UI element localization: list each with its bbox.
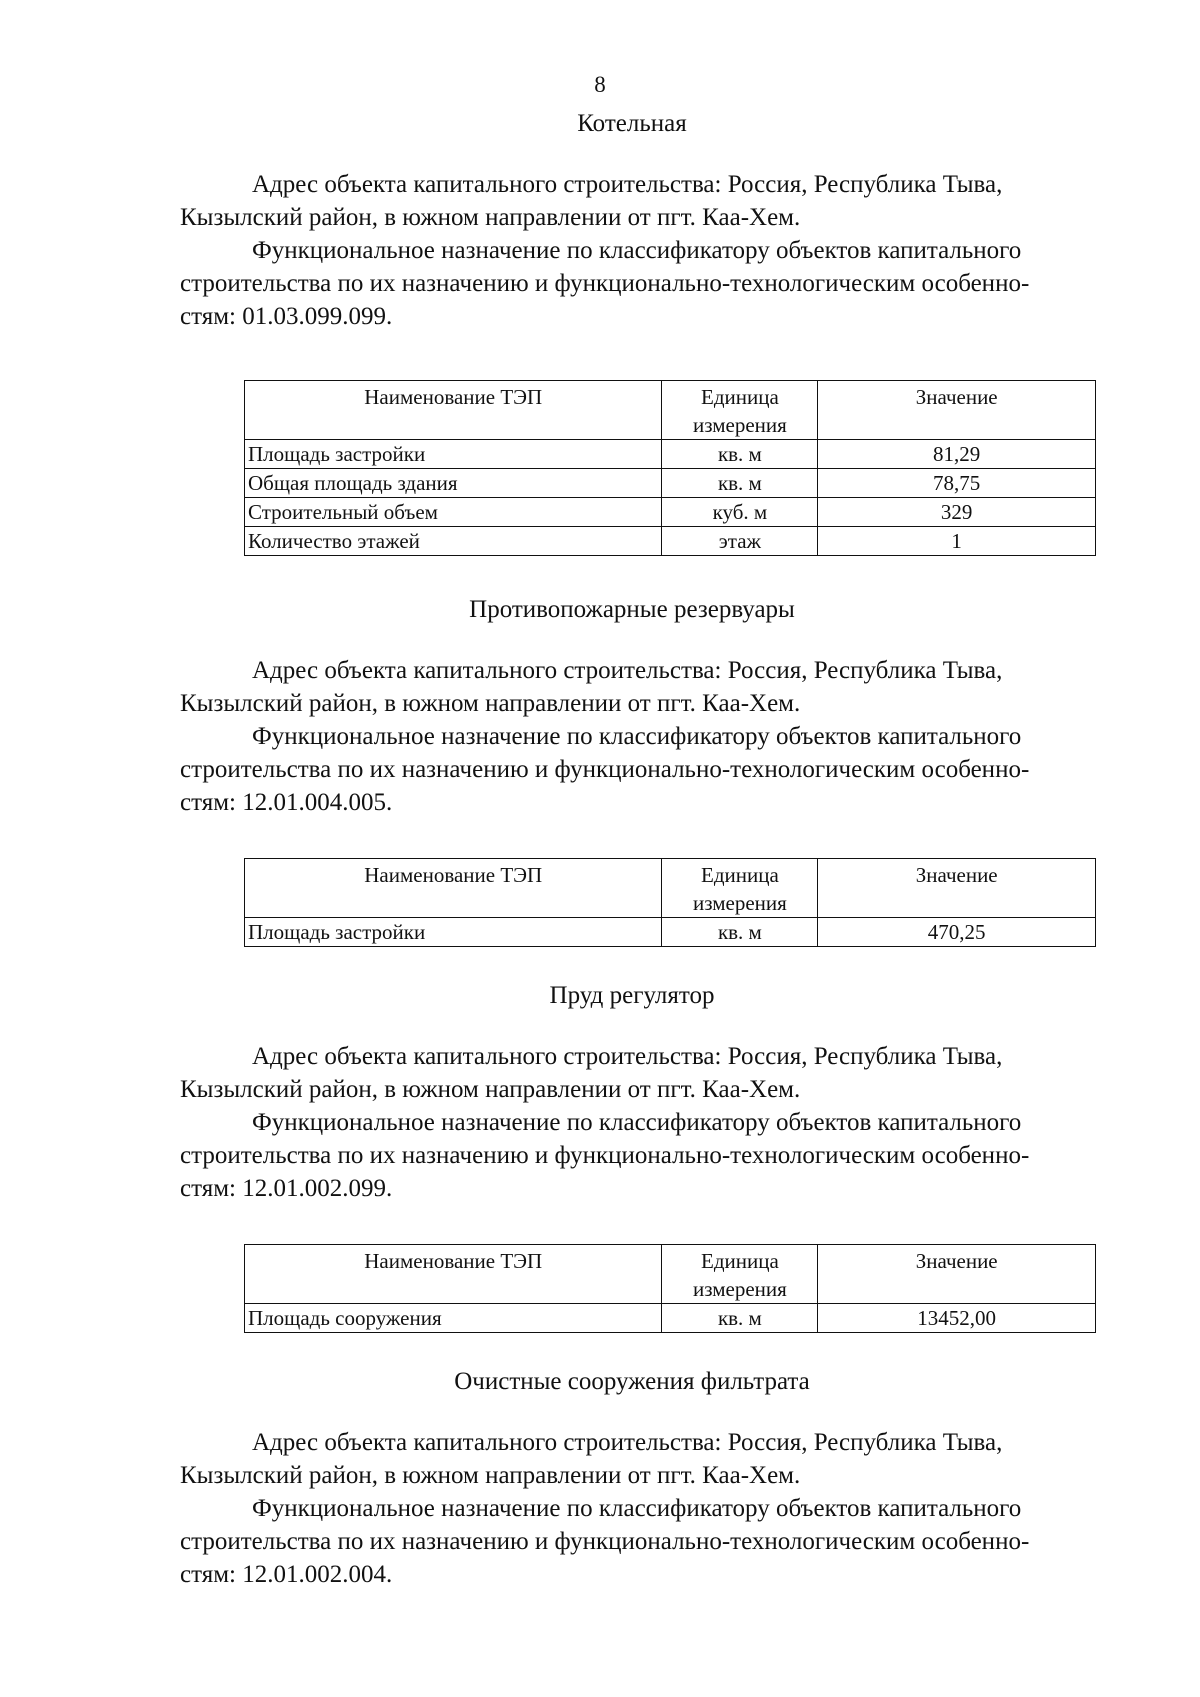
row-value: 1 bbox=[818, 527, 1096, 556]
table-header-row bbox=[245, 1245, 1096, 1304]
tep-table-fire-reservoirs bbox=[244, 858, 1096, 947]
table-row bbox=[245, 469, 1096, 498]
header-unit: Единица измерения bbox=[662, 1245, 818, 1304]
row-name: Площадь застройки bbox=[245, 918, 662, 947]
row-unit: кв. м bbox=[662, 1304, 818, 1333]
section-regulating-pond bbox=[180, 980, 1092, 1012]
header-name: Наименование ТЭП bbox=[245, 381, 662, 440]
function-paragraph: Функциональное назначение по классификатору объектов капитального строительства по их назначению и функционально-технологическим особенно- стям: 12.01.004.005. bbox=[180, 723, 1030, 816]
header-value: Значение bbox=[818, 859, 1096, 918]
section-title: Противопожарные резервуары bbox=[469, 596, 795, 623]
row-unit: куб. м bbox=[662, 498, 818, 527]
table-row bbox=[245, 527, 1096, 556]
section-fire-reservoirs bbox=[180, 594, 1092, 626]
tep-table-boiler-house bbox=[244, 380, 1096, 556]
row-value: 329 bbox=[818, 498, 1096, 527]
function-paragraph: Функциональное назначение по классификатору объектов капитального строительства по их назначению и функционально-технологическим особенно- стям: 12.01.002.004. bbox=[180, 1495, 1030, 1588]
row-value: 13452,00 bbox=[818, 1304, 1096, 1333]
section-regulating-pond-text bbox=[180, 1040, 1092, 1205]
header-value: Значение bbox=[818, 381, 1096, 440]
row-value: 78,75 bbox=[818, 469, 1096, 498]
address-paragraph: Адрес объекта капитального строительства: Россия, Республика Тыва, Кызылский район, в южном направлении от пгт. Каа-Хем. bbox=[180, 1043, 1003, 1103]
section-boiler-house-text bbox=[180, 168, 1092, 333]
row-value: 81,29 bbox=[818, 440, 1096, 469]
section-filtrate-treatment bbox=[180, 1366, 1092, 1398]
row-name: Общая площадь здания bbox=[245, 469, 662, 498]
header-unit: Единица измерения bbox=[662, 381, 818, 440]
section-fire-reservoirs-text bbox=[180, 654, 1092, 819]
header-unit: Единица измерения bbox=[662, 859, 818, 918]
section-boiler-house bbox=[180, 108, 1092, 140]
function-paragraph: Функциональное назначение по классификатору объектов капитального строительства по их назначению и функционально-технологическим особенно- стям: 12.01.002.099. bbox=[180, 1109, 1030, 1202]
section-title: Пруд регулятор bbox=[549, 982, 715, 1009]
page-number: 8 bbox=[594, 72, 606, 97]
row-unit: этаж bbox=[662, 527, 818, 556]
table-header-row bbox=[245, 859, 1096, 918]
row-name: Площадь застройки bbox=[245, 440, 662, 469]
header-name: Наименование ТЭП bbox=[245, 1245, 662, 1304]
function-paragraph: Функциональное назначение по классификатору объектов капитального строительства по их назначению и функционально-технологическим особенно- стям: 01.03.099.099. bbox=[180, 237, 1030, 330]
section-title: Очистные сооружения фильтрата bbox=[454, 1368, 810, 1395]
row-name: Строительный объем bbox=[245, 498, 662, 527]
header-name: Наименование ТЭП bbox=[245, 859, 662, 918]
row-value: 470,25 bbox=[818, 918, 1096, 947]
table-row bbox=[245, 498, 1096, 527]
section-title: Котельная bbox=[577, 110, 687, 137]
table-header-row bbox=[245, 381, 1096, 440]
row-unit: кв. м bbox=[662, 440, 818, 469]
section-filtrate-treatment-text bbox=[180, 1426, 1092, 1591]
row-name: Количество этажей bbox=[245, 527, 662, 556]
tep-table-regulating-pond bbox=[244, 1244, 1096, 1333]
row-name: Площадь сооружения bbox=[245, 1304, 662, 1333]
row-unit: кв. м bbox=[662, 918, 818, 947]
header-value: Значение bbox=[818, 1245, 1096, 1304]
address-paragraph: Адрес объекта капитального строительства: Россия, Республика Тыва, Кызылский район, в южном направлении от пгт. Каа-Хем. bbox=[180, 171, 1003, 231]
row-unit: кв. м bbox=[662, 469, 818, 498]
address-paragraph: Адрес объекта капитального строительства: Россия, Республика Тыва, Кызылский район, в южном направлении от пгт. Каа-Хем. bbox=[180, 657, 1003, 717]
table-row bbox=[245, 1304, 1096, 1333]
address-paragraph: Адрес объекта капитального строительства: Россия, Республика Тыва, Кызылский район, в южном направлении от пгт. Каа-Хем. bbox=[180, 1429, 1003, 1489]
table-row bbox=[245, 918, 1096, 947]
table-row bbox=[245, 440, 1096, 469]
